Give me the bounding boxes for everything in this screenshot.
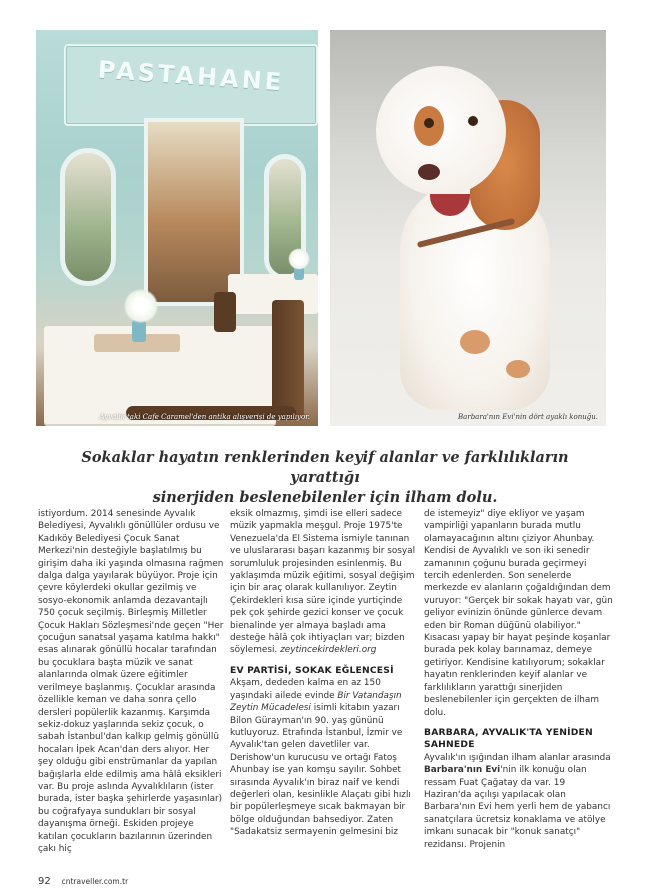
flowers-back	[288, 248, 310, 270]
section-heading: EV PARTİSİ, SOKAK EĞLENCESİ	[230, 664, 394, 676]
dog-spot	[460, 330, 490, 354]
page-number: 92	[38, 876, 51, 887]
cafe-photo	[36, 30, 318, 426]
dog-nose	[418, 164, 440, 180]
paragraph-text: Akşam, dededen kalma en az 150 yaşındaki ailede evinde	[230, 678, 381, 701]
pull-quote	[60, 448, 590, 508]
paragraph	[230, 508, 418, 657]
paragraph: istiyordum. 2014 senesinde Ayvalık Belediyesi, Ayvalıklı gönüllüler ordusu ve Kadıköy Belediyesi Çocuk Sanat Merkezi'nin desteğiyle başlatılmış bu girişim daha iki yaşında olmasına rağmen dalga dalga yayılarak büyüyor. Proje için çevre köylerdeki okullar gezilmiş ve sosyo-ekonomik anlamda dezavantajlı 750 çocuk seçilmiş. Birleşmiş Milletler Çocuk Hakları Sözleşmesi'nde geçen "Her çocuğun sanatsal yaşama katılma hakkı" esas alınarak gönüllü hocalar tarafından bu çocuklara başta müzik ve sanat alanlarında olmak üzere eğitimler verilmeye başlanmış. Çocuklar arasında özellikle keman ve daha sonra çello dersleri popülerlik kazanmış. Karşımda sekiz-dokuz yaşlarında sekiz çocuk, o sabah İstanbul'dan kalkıp gelmiş gönüllü hocaları İpek Acan'dan ders alıyor. Her şey olduğu gibi enstrümanlar da yapılan bağışlarla elde edilmiş ama hâlâ eksikleri var. Bu proje aslında Ayvalıklıların (ister burada, ister başka şehirlerde yaşasınlar) bu coğrafyaya sundukları bir sosyal dayanışma örneği. Eskiden projeye katılan çocukların bazılarının üzerinden çakı hiç	[38, 509, 224, 854]
website-link[interactable]: zeytincekirdekleri.org	[280, 645, 377, 656]
pastahane-sign	[64, 44, 318, 126]
paragraph	[230, 677, 418, 838]
pull-quote-line-2: sinerjiden beslenebilenler için ilham dolu.	[152, 489, 498, 506]
paragraph-text: isimli kitabın yazarı Bilon Gürayman'ın 90. yaş gününü kutluyoruz. Etrafında İstanbul, İzmir ve Ayvalık'tan gelen davetliler var. Derishow'un kurucusu ve ortağı Fatoş Ahunbay ise yan komşu sayılır. Sohbet sırasında Ayvalık'ın biraz naif ve kendi değerleri olan, kesinlikle Alaçatı gibi hızlı bir popülerleşmeye sıcak bakmayan bir bölge olduğundan bahsediyor. Zaten "Sadakatsiz sermayenin gelmesini biz	[230, 703, 411, 838]
page-footer	[38, 876, 128, 887]
dog-eye	[424, 118, 434, 128]
oval-mirror-left	[60, 148, 116, 286]
sign-text: PASTAHANE	[97, 55, 285, 97]
dog-spot	[506, 360, 530, 378]
paragraph: de istemeyiz" diye ekliyor ve yaşam vampirliği yapanların burada mutlu olamayacağının altını çiziyor Ahunbay. Kendisi de Ayvalıklı ve son iki senedir zamanının çoğunu burada geçirmeyi tercih edenlerden. Son senelerde merkezde ev alanların çoğaldığından dem vuruyor: "Gerçek bir sokak hayatı var, gün geliyor evinizin önünde günlerce devam eden bir Roman düğünü olabiliyor." Kısacası yapay bir hayat peşinde koşanlar burada pek kolay barınamaz, demeye getiriyor. Kendisine katılıyorum; sokaklar hayatın renklerinden keyif alanlar ve farklılıkların yarattığı sinerjiden beslenebilenler için gerçekten de ilham dolu.	[424, 509, 613, 718]
text-column-2	[230, 508, 418, 839]
website-url: cntraveller.com.tr	[61, 877, 129, 886]
photo-caption: Barbara'nın Evi'nin dört ayaklı konuğu.	[458, 413, 598, 421]
text-column-1	[38, 508, 226, 855]
text-column-3	[424, 508, 614, 851]
dog-head	[376, 66, 506, 196]
flowers	[124, 288, 158, 324]
paragraph-text: Ayvalık'ın ışığından ilham alanlar arasında	[424, 752, 611, 763]
chair-back	[214, 292, 236, 332]
section-heading: BARBARA, AYVALIK'TA YENİDEN SAHNEDE	[424, 726, 593, 751]
dog-eye	[468, 116, 478, 126]
pull-quote-line-1: Sokaklar hayatın renklerinden keyif alanlar ve farklılıkların yarattığı	[81, 449, 569, 486]
chair-right	[272, 300, 304, 420]
paragraph-text: eksik olmazmış, şimdi ise elleri sadece müzik yapmakla meşgul. Proje 1975'te Venezuela'da El Sistema ismiyle tanınan ve uluslararası başarı kazanmış bir sosyal sorumluluk projesinden esinlenmiş. Bu yaklaşımda müzik eğitimi, sosyal değişim için bir araç olarak kullanılıyor. Zeytin Çekirdekleri kısa süre içinde yurtiçinde pek çok şehirde gezici konser ve çocuk bienalinde yer almaya başladı ama desteğe hâlâ çok ihtiyaçları var; bizden söylemesi.	[230, 509, 416, 656]
paragraph-text: 'nin ilk konuğu olan ressam Fuat Çağatay da var. 19 Haziran'da açılışı yapılacak olan Barbara'nın Evi hem yerli hem de yabancı sanatçılara ücretsiz konaklama ve atölye imkanı sunacak bir "konuk sanatçı" rezidansı. Projenin	[424, 765, 611, 850]
photo-caption: Ayvalık'taki Cafe Caramel'den antika alışverişi de yapılıyor.	[99, 413, 310, 421]
paragraph	[424, 752, 614, 851]
book-title: Bir Vatandaşın Zeytin Mücadelesi	[230, 690, 402, 714]
dog-photo	[330, 30, 606, 426]
venue-name: Barbara'nın Evi	[424, 765, 501, 776]
